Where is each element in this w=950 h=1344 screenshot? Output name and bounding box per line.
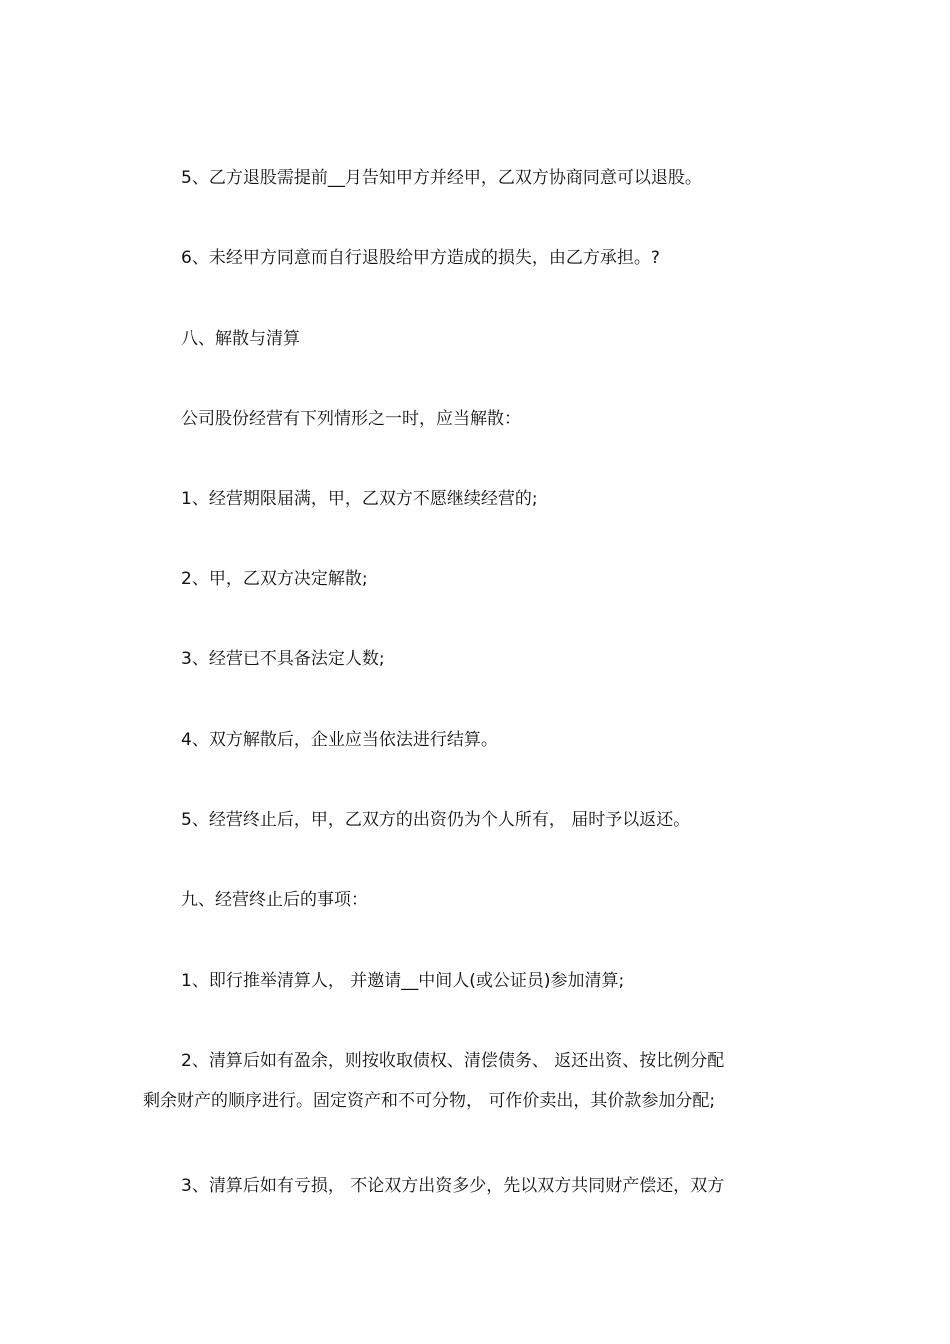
paragraph-withdraw-loss: [143, 238, 803, 278]
paragraph-text: 3、清算后如有亏损， 不论双方出资多少，先以双方共同财产偿还，双方: [181, 1176, 725, 1196]
paragraph-dissolution-item-4: [143, 720, 803, 760]
paragraph-withdraw-notice: [143, 158, 803, 198]
paragraph-dissolution-intro: [143, 399, 803, 439]
paragraph-termination-item-2: [143, 1041, 803, 1121]
section-heading-text: 八、解散与清算: [181, 329, 300, 349]
paragraph-text: 5、乙方退股需提前__月告知甲方并经甲，乙双方协商同意可以退股。: [181, 168, 702, 188]
paragraph-text: 6、未经甲方同意而自行退股给甲方造成的损失，由乙方承担。?: [181, 248, 660, 268]
paragraph-text: 1、经营期限届满，甲，乙双方不愿继续经营的;: [181, 489, 538, 509]
paragraph-text-line-1: 2、清算后如有盈余，则按收取债权、清偿债务、 返还出资、按比例分配: [181, 1051, 725, 1071]
paragraph-dissolution-item-2: [143, 559, 803, 599]
paragraph-termination-item-3: [143, 1166, 803, 1206]
paragraph-text: 3、经营已不具备法定人数;: [181, 649, 385, 669]
section-heading-after-termination: [143, 880, 803, 920]
paragraph-text-line-2: 剩余财产的顺序进行。固定资产和不可分物， 可作价卖出，其价款参加分配;: [143, 1091, 716, 1111]
section-heading-text: 九、经营终止后的事项：: [181, 890, 368, 910]
paragraph-text: 公司股份经营有下列情形之一时，应当解散：: [181, 409, 521, 429]
paragraph-text: 4、双方解散后，企业应当依法进行结算。: [181, 730, 498, 750]
section-heading-dissolution: [143, 319, 803, 359]
paragraph-dissolution-item-1: [143, 479, 803, 519]
paragraph-dissolution-item-5: [143, 800, 803, 840]
paragraph-dissolution-item-3: [143, 639, 803, 679]
paragraph-text: 2、甲，乙双方决定解散;: [181, 569, 368, 589]
paragraph-text: 5、经营终止后，甲，乙双方的出资仍为个人所有， 届时予以返还。: [181, 810, 691, 830]
paragraph-text: 1、即行推举清算人， 并邀请__中间人(或公证员)参加清算;: [181, 971, 625, 991]
paragraph-termination-item-1: [143, 961, 803, 1001]
